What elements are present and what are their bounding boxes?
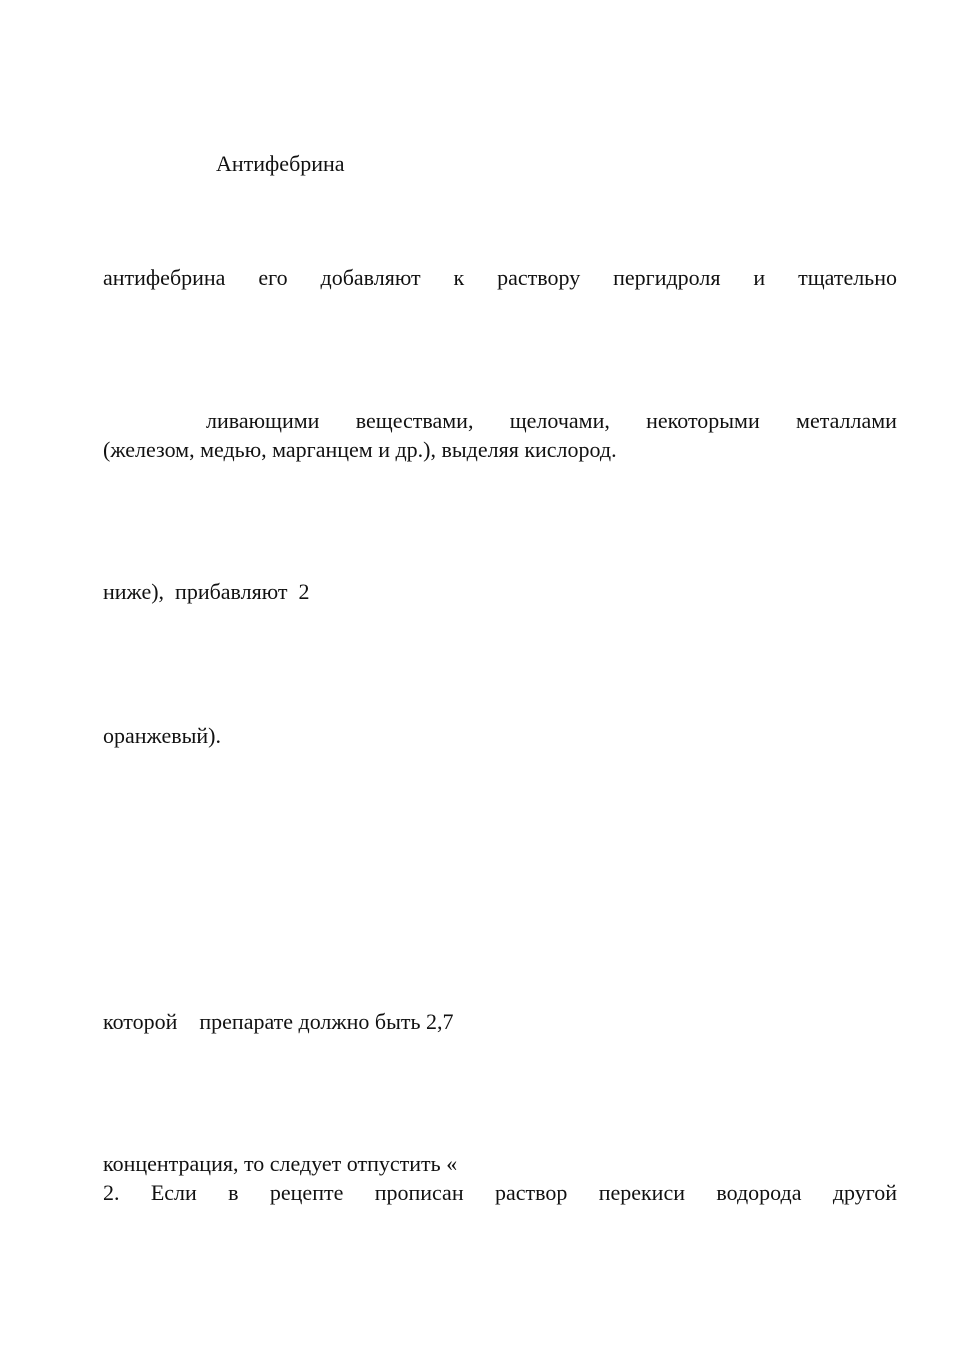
word: тщательно xyxy=(798,265,897,290)
word: антифебрина xyxy=(103,265,226,290)
paragraph-line-3 xyxy=(206,407,897,435)
word: другой xyxy=(832,1180,897,1205)
word: рецепте xyxy=(269,1180,344,1205)
word: водорода xyxy=(716,1180,802,1205)
word: Если xyxy=(150,1180,197,1205)
word: веществами, xyxy=(355,408,474,433)
word: к xyxy=(453,265,465,290)
word: некоторыми xyxy=(646,408,760,433)
word: ливающими xyxy=(206,408,320,433)
paragraph-line-8: концентрация, то следует отпустить « xyxy=(103,1151,458,1176)
word: и xyxy=(753,265,766,290)
word: раствору xyxy=(497,265,581,290)
document-heading: Антифебрина xyxy=(216,151,345,176)
paragraph-line-9 xyxy=(103,1179,897,1207)
word: его xyxy=(258,265,288,290)
word: перекиси xyxy=(598,1180,685,1205)
word: 2. xyxy=(103,1180,120,1205)
word: прописан xyxy=(374,1180,464,1205)
paragraph-line-5: ниже), прибавляют 2 xyxy=(103,579,310,604)
word: в xyxy=(228,1180,239,1205)
word: пергидроля xyxy=(613,265,721,290)
word: добавляют xyxy=(320,265,421,290)
paragraph-line-2 xyxy=(103,264,897,292)
paragraph-line-6: оранжевый). xyxy=(103,723,221,748)
paragraph-line-4: (железом, медью, марганцем и др.), выделяя кислород. xyxy=(103,437,617,462)
paragraph-line-7: которой препарате должно быть 2,7 xyxy=(103,1009,454,1034)
word: металлами xyxy=(796,408,897,433)
word: щелочами, xyxy=(509,408,610,433)
word: раствор xyxy=(494,1180,568,1205)
